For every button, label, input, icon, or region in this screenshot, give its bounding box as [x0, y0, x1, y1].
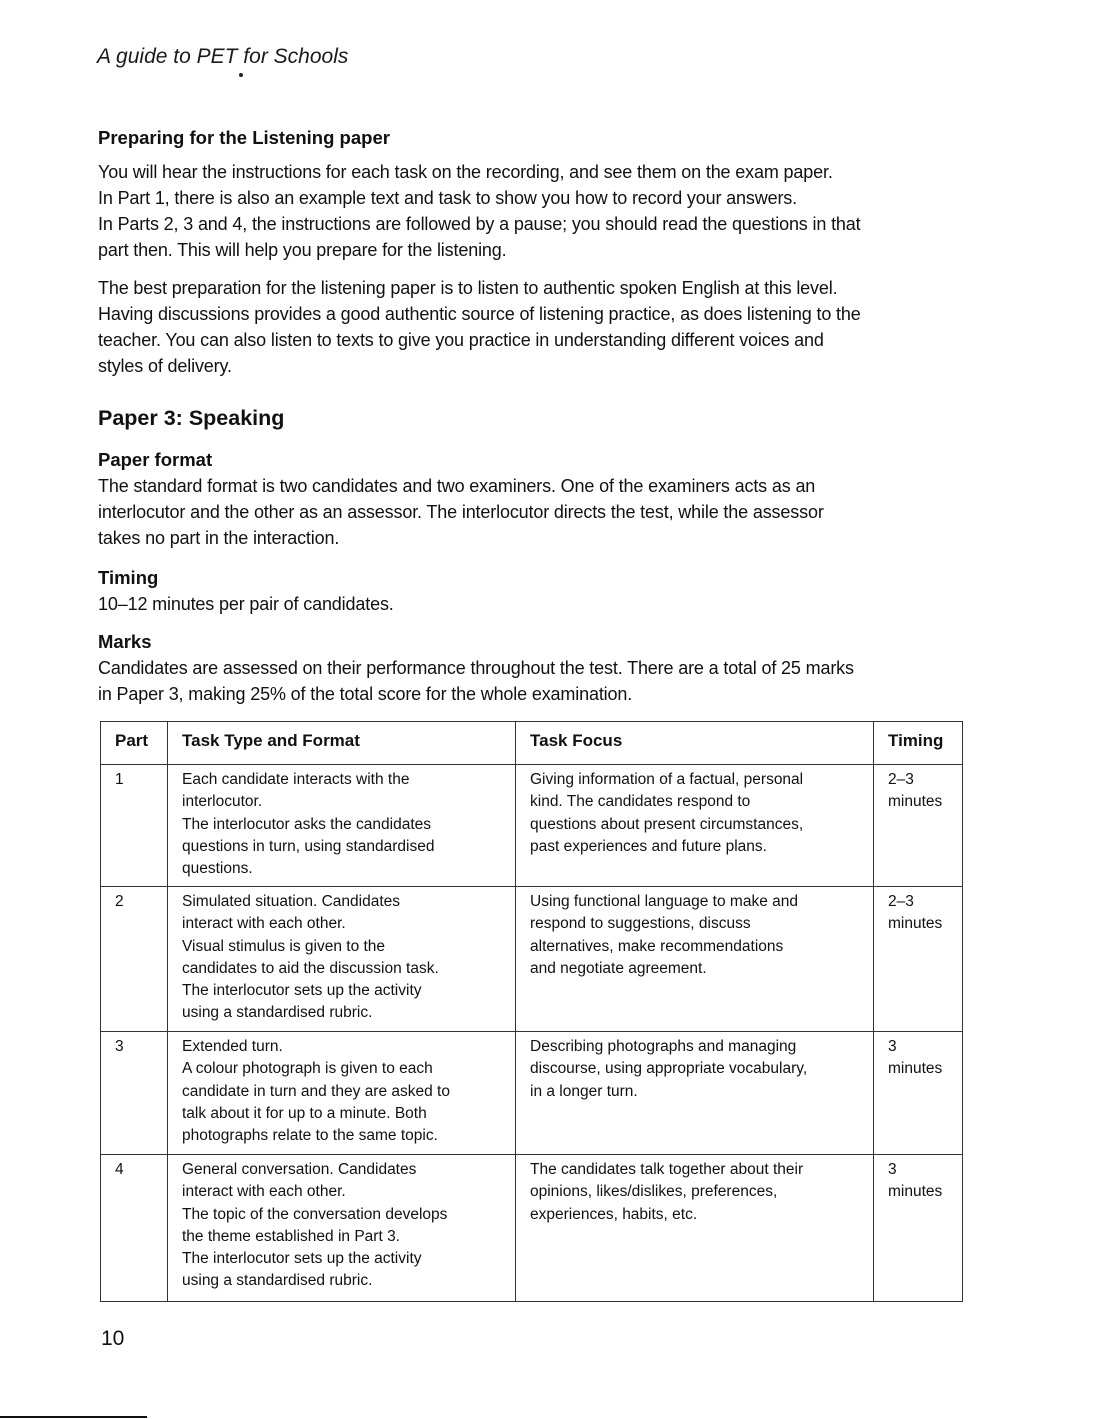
header-timing: Timing	[874, 722, 963, 765]
scan-speck	[239, 73, 243, 77]
text-line: You will hear the instructions for each task on the recording, and see them on the exam paper.	[98, 162, 833, 182]
cell-line: candidate in turn and they are asked to	[182, 1082, 450, 1100]
timing-cell	[874, 1032, 963, 1155]
timing-cell	[874, 765, 963, 887]
part-number: 1	[101, 765, 168, 887]
cell-line: discourse, using appropriate vocabulary,	[530, 1060, 808, 1078]
timing-cell	[874, 1155, 963, 1302]
cell-line: questions in turn, using standardised	[182, 837, 435, 855]
cell-line: kind. The candidates respond to	[530, 793, 751, 811]
cell-line: Simulated situation. Candidates	[182, 893, 400, 910]
text-line: The best preparation for the listening paper is to listen to authentic spoken English at this level.	[98, 278, 838, 298]
part-number: 3	[101, 1032, 168, 1155]
text-line: Candidates are assessed on their performance throughout the test. There are a total of 25 marks	[98, 658, 854, 678]
timing-cell	[874, 887, 963, 1032]
speaking-parts-table	[100, 721, 963, 1302]
listening-para-2	[98, 275, 978, 379]
cell-line: talk about it for up to a minute. Both	[182, 1104, 427, 1122]
cell-line: opinions, likes/dislikes, preferences,	[530, 1183, 778, 1201]
cell-line: in a longer turn.	[530, 1082, 638, 1100]
cell-line: interlocutor.	[182, 793, 263, 811]
speaking-heading: Paper 3: Speaking	[98, 406, 285, 430]
text-line: takes no part in the interaction.	[98, 528, 340, 548]
text-line: in Paper 3, making 25% of the total score for the whole examination.	[98, 684, 633, 704]
header-task-focus: Task Focus	[516, 722, 874, 765]
cell-line: 2–3	[888, 893, 914, 910]
cell-line: 3	[888, 1038, 897, 1055]
header-part: Part	[101, 722, 168, 765]
cell-line: minutes	[888, 793, 943, 811]
cell-line: minutes	[888, 915, 943, 933]
cell-line: Using functional language to make and	[530, 893, 798, 910]
cell-line: past experiences and future plans.	[530, 837, 767, 855]
text-line: part then. This will help you prepare for the listening.	[98, 240, 507, 260]
cell-line: interact with each other.	[182, 1183, 346, 1201]
text-line: teacher. You can also listen to texts to give you practice in understanding different voices and	[98, 330, 824, 350]
task-format-cell	[168, 887, 516, 1032]
text-line: In Part 1, there is also an example text and task to show you how to record your answers.	[98, 188, 798, 208]
task-focus-cell	[516, 1155, 874, 1302]
cell-line: The candidates talk together about their	[530, 1161, 804, 1178]
cell-line: experiences, habits, etc.	[530, 1205, 698, 1223]
cell-line: photographs relate to the same topic.	[182, 1127, 438, 1145]
task-focus-cell	[516, 765, 874, 887]
paper-format-text	[98, 473, 978, 551]
part-number: 2	[101, 887, 168, 1032]
table-row	[101, 1032, 963, 1155]
table-header-row	[101, 722, 963, 765]
cell-line: alternatives, make recommendations	[530, 937, 784, 955]
cell-line: The topic of the conversation develops	[182, 1205, 448, 1223]
listening-para-1	[98, 159, 978, 263]
cell-line: The interlocutor asks the candidates	[182, 815, 431, 833]
task-focus-cell	[516, 887, 874, 1032]
table-row	[101, 887, 963, 1032]
task-format-cell	[168, 765, 516, 887]
text-line: The standard format is two candidates and two examiners. One of the examiners acts as an	[98, 476, 816, 496]
marks-text	[98, 655, 978, 707]
footer-rule	[0, 1416, 147, 1418]
cell-line: questions.	[182, 860, 253, 878]
table-row	[101, 1155, 963, 1302]
cell-line: Extended turn.	[182, 1038, 283, 1055]
header-task-type: Task Type and Format	[168, 722, 516, 765]
text-line: interlocutor and the other as an assessor. The interlocutor directs the test, while the assessor	[98, 502, 824, 522]
cell-line: Giving information of a factual, personal	[530, 771, 804, 788]
cell-line: minutes	[888, 1183, 943, 1201]
table-row	[101, 765, 963, 887]
text-line: In Parts 2, 3 and 4, the instructions are followed by a pause; you should read the questions in that	[98, 214, 861, 234]
cell-line: Each candidate interacts with the	[182, 771, 410, 788]
timing-text: 10–12 minutes per pair of candidates.	[98, 594, 394, 614]
cell-line: candidates to aid the discussion task.	[182, 959, 439, 977]
page-number: 10	[101, 1327, 125, 1350]
task-format-cell	[168, 1155, 516, 1302]
cell-line: The interlocutor sets up the activity	[182, 1250, 422, 1268]
cell-line: 2–3	[888, 771, 914, 788]
paper-format-heading: Paper format	[98, 449, 213, 470]
cell-line: the theme established in Part 3.	[182, 1227, 400, 1245]
cell-line: using a standardised rubric.	[182, 1272, 373, 1290]
cell-line: and negotiate agreement.	[530, 959, 707, 977]
cell-line: using a standardised rubric.	[182, 1004, 373, 1022]
cell-line: interact with each other.	[182, 915, 346, 933]
part-number: 4	[101, 1155, 168, 1302]
task-format-cell	[168, 1032, 516, 1155]
text-line: Having discussions provides a good authentic source of listening practice, as does listening to the	[98, 304, 861, 324]
listening-heading: Preparing for the Listening paper	[98, 127, 390, 148]
cell-line: 3	[888, 1161, 897, 1178]
cell-line: Describing photographs and managing	[530, 1038, 797, 1055]
cell-line: questions about present circumstances,	[530, 815, 804, 833]
cell-line: A colour photograph is given to each	[182, 1060, 433, 1078]
timing-heading: Timing	[98, 567, 159, 588]
cell-line: The interlocutor sets up the activity	[182, 982, 422, 1000]
text-line: styles of delivery.	[98, 356, 232, 376]
cell-line: Visual stimulus is given to the	[182, 937, 386, 955]
cell-line: respond to suggestions, discuss	[530, 915, 751, 933]
running-head: A guide to PET for Schools	[97, 45, 349, 68]
cell-line: minutes	[888, 1060, 943, 1078]
task-focus-cell	[516, 1032, 874, 1155]
marks-heading: Marks	[98, 631, 152, 652]
cell-line: General conversation. Candidates	[182, 1161, 417, 1178]
